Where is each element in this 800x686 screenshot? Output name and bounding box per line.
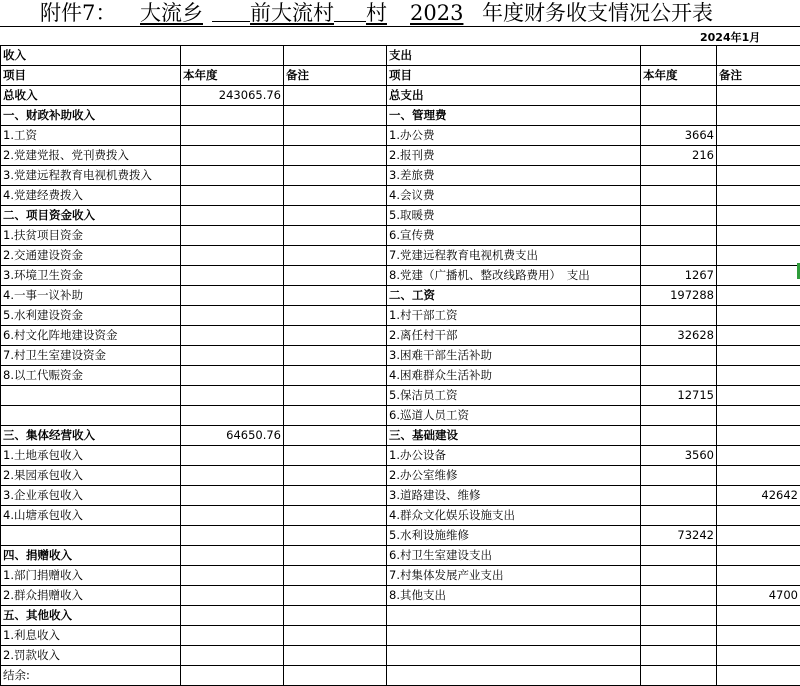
expense-amount-header: 本年度 [641,66,717,86]
table-row [1,406,800,426]
table-row [1,366,800,386]
income-amount [181,566,284,586]
expense-amount: 216 [641,146,717,166]
expense-note [717,226,800,246]
expense-item: 1.村干部工资 [387,306,641,326]
expense-item [387,646,641,666]
table-row [1,426,800,446]
totals-row [1,86,800,106]
expense-note [717,366,800,386]
income-item: 2.党建党报、党刊费拨入 [1,146,181,166]
table-row [1,146,800,166]
income-note [284,306,387,326]
income-item: 四、捐赠收入 [1,546,181,566]
expense-item: 7.党建远程教育电视机费支出 [387,246,641,266]
table-row [1,226,800,246]
table-row [1,306,800,326]
expense-item: 4.群众文化娱乐设施支出 [387,506,641,526]
income-note [284,246,387,266]
income-note [284,606,387,626]
income-amount [181,166,284,186]
income-amount [181,386,284,406]
expense-amount: 73242 [641,526,717,546]
expense-item: 3.差旅费 [387,166,641,186]
document-title [0,0,800,26]
income-note [284,106,387,126]
expense-note [717,246,800,266]
table-row [1,186,800,206]
income-note [284,146,387,166]
expense-item: 6.宣传费 [387,226,641,246]
expense-item: 5.保洁员工资 [387,386,641,406]
expense-amount [641,606,717,626]
expense-note [717,426,800,446]
income-amount [181,406,284,426]
income-item: 1.利息收入 [1,626,181,646]
expense-section-label: 支出 [387,46,641,66]
expense-amount [641,646,717,666]
expense-note [717,546,800,566]
income-amount [181,606,284,626]
expense-amount [641,406,717,426]
expense-item-header: 项目 [387,66,641,86]
expense-note [717,566,800,586]
income-note [284,366,387,386]
title-year: 2023 [410,0,463,26]
income-note [284,486,387,506]
income-section-label: 收入 [1,46,181,66]
income-note [284,206,387,226]
income-item: 6.村文化阵地建设资金 [1,326,181,346]
income-amount [181,126,284,146]
expense-note [717,106,800,126]
income-note [284,446,387,466]
income-item [1,526,181,546]
expense-amount [641,366,717,386]
income-note [284,566,387,586]
expense-item: 2.办公室维修 [387,466,641,486]
total-income-label: 总收入 [1,86,181,106]
expense-note [717,286,800,306]
expense-item: 3.道路建设、维修 [387,486,641,506]
table-row [1,446,800,466]
expense-amount [641,466,717,486]
expense-item: 8.党建（广播机、整改线路费用） 支出 [387,266,641,286]
income-amount [181,526,284,546]
income-amount [181,286,284,306]
income-item: 一、财政补助收入 [1,106,181,126]
expense-item: 3.困难干部生活补助 [387,346,641,366]
income-item: 结余: [1,666,181,686]
income-amount [181,346,284,366]
expense-amount: 3664 [641,126,717,146]
income-item: 5.水利建设资金 [1,306,181,326]
income-note [284,526,387,546]
expense-note: 4700 [717,586,800,606]
income-item: 4.一事一议补助 [1,286,181,306]
income-note [284,586,387,606]
expense-item: 二、工资 [387,286,641,306]
income-note [284,186,387,206]
total-income-value: 243065.76 [181,86,284,106]
expense-note [717,626,800,646]
expense-amount [641,566,717,586]
expense-item: 1.办公设备 [387,446,641,466]
income-amount [181,646,284,666]
income-amount [181,226,284,246]
table-row [1,586,800,606]
table-row [1,506,800,526]
expense-amount: 1267 [641,266,717,286]
income-amount [181,106,284,126]
expense-item: 4.会议费 [387,186,641,206]
income-amount [181,146,284,166]
expense-amount [641,306,717,326]
title-village: 前大流村 [250,0,334,26]
income-item: 1.土地承包收入 [1,446,181,466]
income-amount [181,486,284,506]
expense-note [717,146,800,166]
expense-amount [641,166,717,186]
expense-note [717,266,800,286]
income-amount [181,266,284,286]
expense-item [387,626,641,646]
expense-amount [641,586,717,606]
report-date: 2024年1月 [700,29,760,45]
income-amount [181,546,284,566]
title-township: 大流乡 [140,0,203,26]
income-amount [181,206,284,226]
income-note [284,546,387,566]
income-amount-header: 本年度 [181,66,284,86]
income-item: 7.村卫生室建设资金 [1,346,181,366]
income-note [284,126,387,146]
expense-note [717,526,800,546]
income-note [284,346,387,366]
expense-note [717,206,800,226]
income-item: 2.交通建设资金 [1,246,181,266]
income-amount [181,246,284,266]
income-amount [181,306,284,326]
income-note [284,166,387,186]
income-item: 8.以工代赈资金 [1,366,181,386]
income-item: 1.扶贫项目资金 [1,226,181,246]
expense-amount: 12715 [641,386,717,406]
expense-amount: 32628 [641,326,717,346]
income-item: 3.环境卫生资金 [1,266,181,286]
income-note [284,646,387,666]
income-note [284,406,387,426]
income-note [284,466,387,486]
income-item: 4.山塘承包收入 [1,506,181,526]
expense-item: 1.办公费 [387,126,641,146]
expense-note [717,346,800,366]
table-row [1,546,800,566]
expense-item: 2.离任村干部 [387,326,641,346]
expense-amount [641,106,717,126]
expense-note [717,446,800,466]
expense-item: 8.其他支出 [387,586,641,606]
title-blank-1 [212,0,250,22]
income-note [284,426,387,446]
income-note [284,326,387,346]
income-item: 2.群众捐赠收入 [1,586,181,606]
table-row [1,326,800,346]
income-amount [181,366,284,386]
table-row [1,126,800,146]
income-item: 3.企业承包收入 [1,486,181,506]
income-amount [181,506,284,526]
title-suffix: 年度财务收支情况公开表 [482,0,713,26]
expense-item: 5.取暖费 [387,206,641,226]
expense-amount [641,226,717,246]
table-row [1,386,800,406]
table-row [1,106,800,126]
title-blank-2 [334,0,366,22]
expense-note [717,386,800,406]
income-item: 二、项目资金收入 [1,206,181,226]
income-note [284,226,387,246]
income-item [1,406,181,426]
expense-amount [641,206,717,226]
income-item: 五、其他收入 [1,606,181,626]
income-item: 3.党建远程教育电视机费拨入 [1,166,181,186]
income-note [284,266,387,286]
expense-item: 6.村卫生室建设支出 [387,546,641,566]
expense-amount: 3560 [641,446,717,466]
expense-item [387,606,641,626]
income-amount [181,626,284,646]
expense-amount [641,426,717,446]
income-item: 1.部门捐赠收入 [1,566,181,586]
expense-note [717,166,800,186]
expense-amount: 197288 [641,286,717,306]
income-item: 4.党建经费拨入 [1,186,181,206]
income-amount: 64650.76 [181,426,284,446]
expense-amount [641,346,717,366]
table-row [1,166,800,186]
table-row [1,206,800,226]
income-note [284,286,387,306]
table-row [1,286,800,306]
expense-item: 7.村集体发展产业支出 [387,566,641,586]
expense-item: 5.水利设施维修 [387,526,641,546]
expense-note [717,506,800,526]
expense-item: 2.报刊费 [387,146,641,166]
column-header-row [1,66,800,86]
table-row [1,466,800,486]
expense-note [717,326,800,346]
table-row [1,646,800,666]
income-amount [181,186,284,206]
table-row [1,606,800,626]
expense-note [717,306,800,326]
expense-note [717,646,800,666]
expense-note [717,406,800,426]
income-note [284,386,387,406]
income-amount [181,446,284,466]
income-item: 三、集体经营收入 [1,426,181,446]
table-row [1,486,800,506]
income-amount [181,466,284,486]
expense-note-header: 备注 [717,66,800,86]
table-row [1,566,800,586]
expense-note [717,126,800,146]
title-prefix: 附件7： [40,0,116,26]
expense-note [717,606,800,626]
expense-item: 6.巡道人员工资 [387,406,641,426]
title-village-suffix: 村 [366,0,387,26]
table-row [1,266,800,286]
expense-amount [641,506,717,526]
expense-note [717,186,800,206]
income-note-header: 备注 [284,66,387,86]
income-item-header: 项目 [1,66,181,86]
finance-table [0,45,800,686]
income-amount [181,326,284,346]
expense-item: 一、管理费 [387,106,641,126]
expense-amount [641,626,717,646]
title-rule [0,26,800,27]
income-item: 1.工资 [1,126,181,146]
expense-note [717,466,800,486]
table-row [1,626,800,646]
expense-amount [641,246,717,266]
income-amount [181,586,284,606]
income-note [284,626,387,646]
expense-item: 4.困难群众生活补助 [387,366,641,386]
expense-note: 42642 [717,486,800,506]
expense-item: 三、基础建设 [387,426,641,446]
expense-amount [641,186,717,206]
table-row [1,526,800,546]
income-note [284,506,387,526]
section-header-row [1,46,800,66]
table-row [1,346,800,366]
income-item [1,386,181,406]
income-item: 2.果园承包收入 [1,466,181,486]
expense-amount [641,486,717,506]
income-item: 2.罚款收入 [1,646,181,666]
expense-amount [641,546,717,566]
table-row [1,246,800,266]
total-expense-label: 总支出 [387,86,641,106]
